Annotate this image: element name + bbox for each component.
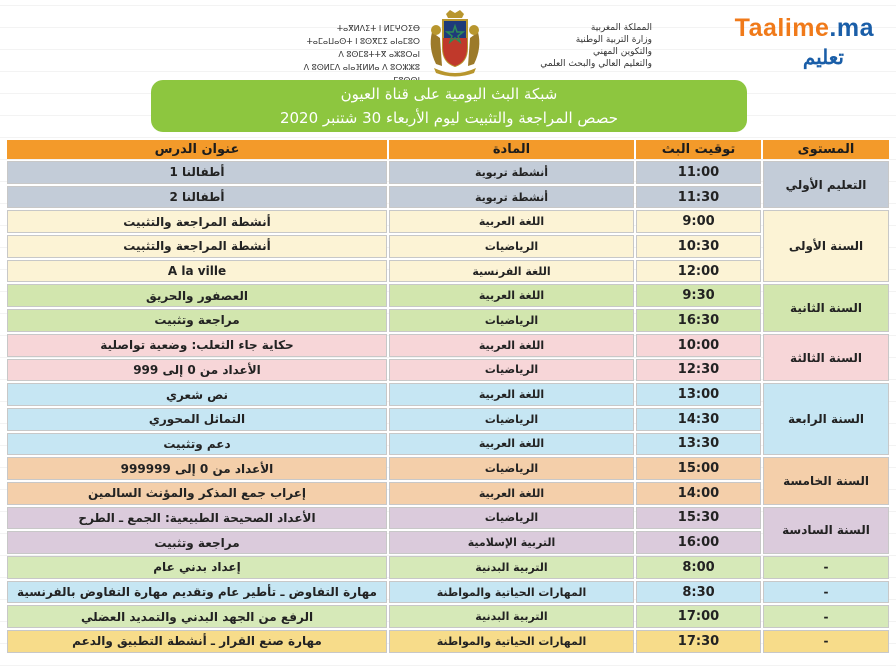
site-logo — [724, 14, 874, 69]
level-cell: - — [763, 556, 889, 579]
table-row — [7, 235, 889, 258]
table-row — [7, 581, 889, 604]
header-time: توقيت البث — [636, 140, 761, 159]
level-cell: السنة السادسة — [763, 507, 889, 554]
subject-cell: الرياضيات — [389, 457, 634, 480]
tifinagh-line: ⵜⴰⴳⵍⴷⵉⵜ ⵏ ⵍⵎⵖⵔⵉⴱ — [336, 24, 420, 33]
lesson-title-cell: الأعداد الصحيحة الطبيعية: الجمع ـ الطرح — [7, 507, 387, 530]
broadcast-time-cell: 8:30 — [636, 581, 761, 604]
subject-cell: الرياضيات — [389, 309, 634, 332]
subject-cell: الرياضيات — [389, 235, 634, 258]
broadcast-time-cell: 9:00 — [636, 210, 761, 233]
subject-cell: اللغة العربية — [389, 383, 634, 406]
table-body — [7, 161, 889, 653]
lesson-title-cell: أنشطة المراجعة والتثبيت — [7, 235, 387, 258]
lesson-title-cell: أطفالنا 2 — [7, 186, 387, 209]
level-cell: - — [763, 630, 889, 653]
lesson-title-cell: مهارة التفاوض ـ تأطير عام وتقديم مهارة التفاوض بالفرنسية — [7, 581, 387, 604]
broadcast-time-cell: 10:30 — [636, 235, 761, 258]
level-cell: السنة الثانية — [763, 284, 889, 331]
broadcast-time-cell: 10:00 — [636, 334, 761, 357]
table-row — [7, 161, 889, 184]
table-row — [7, 334, 889, 357]
subject-cell: أنشطة تربوية — [389, 186, 634, 209]
logo-name: Taalime — [734, 14, 830, 42]
subject-cell: المهارات الحياتية والمواطنة — [389, 581, 634, 604]
table-row — [7, 556, 889, 579]
page-header — [0, 0, 896, 80]
lesson-title-cell: إعداد بدني عام — [7, 556, 387, 579]
ministry-name-tifinagh — [290, 22, 420, 87]
subject-cell: أنشطة تربوية — [389, 161, 634, 184]
broadcast-time-cell: 12:00 — [636, 260, 761, 283]
level-cell: التعليم الأولي — [763, 161, 889, 208]
site-logo-latin — [724, 14, 874, 43]
broadcast-time-cell: 16:30 — [636, 309, 761, 332]
broadcast-time-cell: 13:30 — [636, 433, 761, 456]
subject-cell: التربية الإسلامية — [389, 531, 634, 554]
schedule-title-banner — [151, 80, 747, 132]
subject-cell: الرياضيات — [389, 507, 634, 530]
table-row — [7, 260, 889, 283]
lesson-title-cell: نص شعري — [7, 383, 387, 406]
subject-cell: المهارات الحياتية والمواطنة — [389, 630, 634, 653]
lesson-title-cell: دعم وتثبيت — [7, 433, 387, 456]
broadcast-time-cell: 17:30 — [636, 630, 761, 653]
lesson-title-cell: الرفع من الجهد البدني والتمديد العضلي — [7, 605, 387, 628]
level-cell: السنة الثالثة — [763, 334, 889, 381]
ministry-name-arabic — [502, 22, 652, 70]
header-level: المستوى — [763, 140, 889, 159]
subject-cell: الرياضيات — [389, 359, 634, 382]
lesson-title-cell: العصفور والحريق — [7, 284, 387, 307]
broadcast-time-cell: 14:00 — [636, 482, 761, 505]
table-row — [7, 383, 889, 406]
lesson-title-cell: الأعداد من 0 إلى 999999 — [7, 457, 387, 480]
subject-cell: اللغة الفرنسية — [389, 260, 634, 283]
broadcast-time-cell: 9:30 — [636, 284, 761, 307]
table-row — [7, 507, 889, 530]
subject-cell: اللغة العربية — [389, 482, 634, 505]
lesson-title-cell: مهارة صنع القرار ـ أنشطة التطبيق والدعم — [7, 630, 387, 653]
subject-cell: اللغة العربية — [389, 284, 634, 307]
table-row — [7, 408, 889, 431]
broadcast-time-cell: 16:00 — [636, 531, 761, 554]
lesson-title-cell: A la ville — [7, 260, 387, 283]
header-subject: المادة — [389, 140, 634, 159]
subject-cell: اللغة العربية — [389, 210, 634, 233]
header-lesson: عنوان الدرس — [7, 140, 387, 159]
table-row — [7, 309, 889, 332]
royal-coat-of-arms-icon — [424, 8, 486, 78]
table-row — [7, 457, 889, 480]
subject-cell: التربية البدنية — [389, 556, 634, 579]
site-logo-arabic: تعليم — [802, 45, 844, 69]
broadcast-time-cell: 8:00 — [636, 556, 761, 579]
table-row — [7, 433, 889, 456]
lesson-title-cell: الأعداد من 0 إلى 999 — [7, 359, 387, 382]
ministry-line: المملكة المغربية — [590, 23, 652, 33]
broadcast-time-cell: 12:30 — [636, 359, 761, 382]
table-row — [7, 210, 889, 233]
lesson-title-cell: إعراب جمع المذكر والمؤنث السالمين — [7, 482, 387, 505]
broadcast-schedule-table — [5, 138, 891, 655]
table-row — [7, 531, 889, 554]
subject-cell: اللغة العربية — [389, 433, 634, 456]
tifinagh-line: ⵜⴰⵎⴰⵡⴰⵙⵜ ⵏ ⵓⵙⴳⵎⵉ ⴰⵏⴰⵎⵓⵔ — [306, 37, 420, 46]
table-row — [7, 630, 889, 653]
table-row — [7, 284, 889, 307]
logo-dot: . — [829, 14, 837, 42]
subject-cell: التربية البدنية — [389, 605, 634, 628]
level-cell: السنة الرابعة — [763, 383, 889, 455]
table-header-row — [7, 140, 889, 159]
banner-title: شبكة البث اليومية على قناة العيون — [340, 85, 558, 103]
broadcast-time-cell: 11:30 — [636, 186, 761, 209]
table-row — [7, 482, 889, 505]
lesson-title-cell: مراجعة وتثبيت — [7, 531, 387, 554]
lesson-title-cell: أطفالنا 1 — [7, 161, 387, 184]
broadcast-time-cell: 14:30 — [636, 408, 761, 431]
level-cell: - — [763, 581, 889, 604]
lesson-title-cell: حكاية جاء الثعلب: وضعية تواصلية — [7, 334, 387, 357]
broadcast-time-cell: 15:30 — [636, 507, 761, 530]
subject-cell: الرياضيات — [389, 408, 634, 431]
broadcast-time-cell: 15:00 — [636, 457, 761, 480]
banner-subtitle: حصص المراجعة والتثبيت ليوم الأربعاء 30 شتنبر 2020 — [279, 109, 619, 127]
lesson-title-cell: أنشطة المراجعة والتثبيت — [7, 210, 387, 233]
level-cell: - — [763, 605, 889, 628]
broadcast-time-cell: 11:00 — [636, 161, 761, 184]
subject-cell: اللغة العربية — [389, 334, 634, 357]
tifinagh-line: ⴷ ⵓⵙⵎⵓⵜⵜⴳ ⴰⵣⵓⵔⴰⵏ — [338, 50, 420, 59]
broadcast-time-cell: 17:00 — [636, 605, 761, 628]
lesson-title-cell: مراجعة وتثبيت — [7, 309, 387, 332]
ministry-line: وزارة التربية الوطنية — [575, 35, 652, 45]
table-row — [7, 186, 889, 209]
tifinagh-line: ⴷ ⵓⵙⵍⵎⴷ ⴰⵏⴰⴼⵍⵍⴰ ⴷ ⵓⵔⵣⵣⵓ — [303, 63, 420, 72]
ministry-line: والتكوين المهني — [593, 47, 652, 57]
broadcast-time-cell: 13:00 — [636, 383, 761, 406]
table-row — [7, 605, 889, 628]
lesson-title-cell: التماثل المحوري — [7, 408, 387, 431]
table-row — [7, 359, 889, 382]
ministry-line: والتعليم العالي والبحث العلمي — [540, 59, 652, 69]
logo-tld: ma — [836, 14, 874, 42]
level-cell: السنة الأولى — [763, 210, 889, 282]
level-cell: السنة الخامسة — [763, 457, 889, 504]
